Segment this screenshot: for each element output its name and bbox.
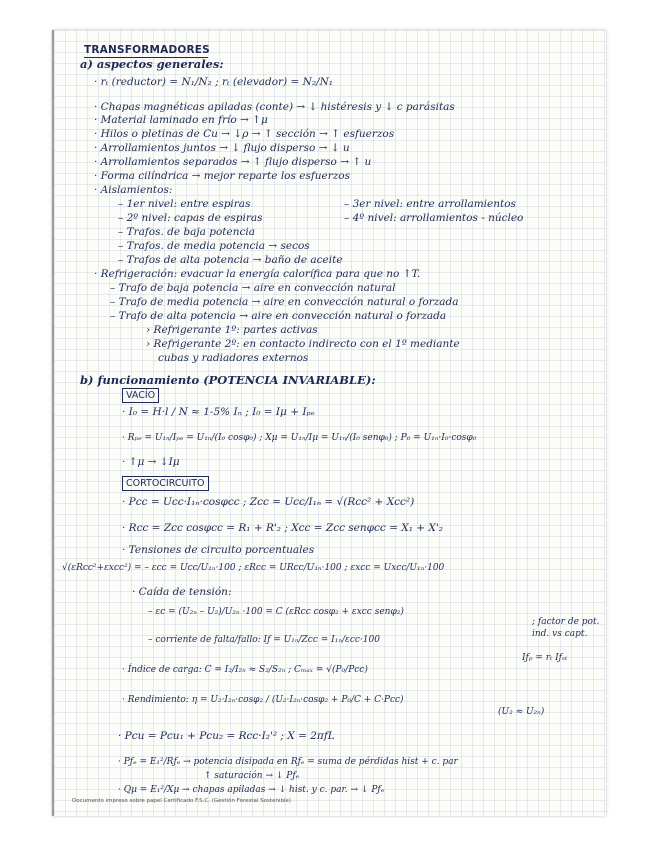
note-line: · Rendimiento: η = U₂·I₂ₙ·cosφ₂ / (U₂·I₂ₙ·cosφ₂ + P₀/C + C·Pcc) — [122, 695, 404, 705]
note-line: – 3er nivel: entre arrollamientos — [344, 198, 516, 210]
note-line: – 1er nivel: entre espiras — [118, 198, 251, 210]
note-line: · I₀ = H·l / N ≈ 1-5% Iₙ ; I₀ = Iμ + Iₚₑ — [122, 406, 315, 418]
note-line: – εc = (U₂ₙ – U₂)/U₂ₙ ·100 = C (εRcc cosφ₂ + εxcc senφ₂) — [148, 607, 404, 617]
section-a-heading: a) aspectos generales: — [80, 57, 224, 71]
note-line: · Caída de tensión: — [132, 586, 232, 598]
note-line: · Chapas magnéticas apiladas (conte) → ↓ histéresis y ↓ c parásitas — [94, 101, 455, 113]
note-line: · Índice de carga: C = I₂/I₂ₙ ≈ S₂/S₂ₙ ; Cₘₐₓ = √(P₀/Pcc) — [122, 665, 368, 675]
note-line: · Hilos o pletinas de Cu → ↓ρ → ↑ sección → ↑ esfuerzos — [94, 128, 395, 140]
note-line: – Trafo de baja potencia → aire en convección natural — [110, 282, 396, 294]
note-line: – Trafos. de media potencia → secos — [118, 240, 310, 252]
note-line: ↑ saturación → ↓ Pƒₑ — [204, 771, 300, 781]
note-line: · Pƒₑ = E₁²/Rƒₑ → potencia disipada en Rƒₑ = suma de pérdidas hist + c. par — [118, 757, 458, 767]
side-note: ind. vs capt. — [532, 629, 588, 639]
note-line: · Arrollamientos separados → ↑ flujo disperso → ↑ u — [94, 156, 372, 168]
note-line: · Tensiones de circuito porcentuales — [122, 544, 315, 556]
notebook-page — [52, 30, 606, 816]
note-line: · Rcc = Zcc cosφcc = R₁ + R'₂ ; Xcc = Zcc senφcc = X₁ + X'₂ — [122, 522, 443, 534]
note-line: – 4º nivel: arrollamientos - núcleo — [344, 212, 524, 224]
note-line: · Pcu = Pcu₁ + Pcu₂ = Rcc·I₂'² ; X = 2πfL — [118, 730, 335, 742]
cortocircuito-label: CORTOCIRCUITO — [122, 476, 209, 491]
note-line: · Material laminado en frío → ↑μ — [94, 114, 268, 126]
note-line: – Trafo de media potencia → aire en convección natural o forzada — [110, 296, 459, 308]
note-line: · Pcc = Ucc·I₁ₙ·cosφcc ; Zcc = Ucc/I₁ₙ = √(Rcc² + Xcc²) — [122, 496, 415, 508]
note-line: √(εRcc²+εxcc²) = – εcc = Ucc/U₁ₙ·100 ; εRcc = URcc/U₁ₙ·100 ; εxcc = Uxcc/U₁ₙ·100 — [62, 563, 445, 573]
note-line: – 2º nivel: capas de espiras — [118, 212, 263, 224]
side-note: Iƒₚ = rₜ Iƒₛₜ — [522, 653, 568, 663]
note-line: · Arrollamientos juntos → ↓ flujo disperso → ↓ u — [94, 142, 350, 154]
note-line: › Refrigerante 2º: en contacto indirecto con el 1º mediante — [146, 338, 460, 350]
note-line: – Trafos. de baja potencia — [118, 226, 255, 238]
note-line: · Aislamientos: — [94, 184, 173, 196]
section-b-heading: b) funcionamiento (POTENCIA INVARIABLE): — [80, 373, 376, 387]
note-line: · Qμ = E₁²/Xμ → chapas apiladas → ↓ hist. y c. par. → ↓ Pƒₑ — [118, 785, 385, 795]
note-line: · Rₚₑ = U₁ₙ/Iₚₑ = U₁ₙ/(I₀ cosφ₀) ; Xμ = U₁ₙ/Iμ = U₁ₙ/(I₀ senφ₀) ; P₀ = U₁ₙ·I₀·cosφ₀ — [122, 433, 477, 443]
note-line: cubas y radiadores externos — [158, 352, 309, 364]
note-line: – corriente de falta/fallo: Iƒ = U₁ₙ/Zcc = I₁ₙ/εcc·100 — [148, 635, 380, 645]
side-note: ; factor de pot. — [532, 617, 600, 627]
page-title: TRANSFORMADORES — [84, 44, 210, 56]
vacio-label: VACÍO — [122, 388, 159, 403]
note-line: · Refrigeración: evacuar la energía calorífica para que no ↑T. — [94, 268, 421, 280]
note-line: – Trafo de alta potencia → aire en convección natural o forzada — [110, 310, 447, 322]
side-note: (U₂ ≈ U₂ₙ) — [498, 707, 545, 717]
note-line: · ↑μ → ↓Iμ — [122, 456, 180, 468]
paper-footer: Documento impreso sobre papel Certificado F.S.C. (Gestión Forestal Sostenible) — [72, 798, 292, 804]
note-line: – Trafos de alta potencia → baño de aceite — [118, 254, 343, 266]
note-line: › Refrigerante 1º: partes activas — [146, 324, 318, 336]
note-line: · rₜ (reductor) = N₁/N₂ ; rₜ (elevador) = N₂/N₁ — [94, 76, 333, 88]
note-line: · Forma cilíndrica → mejor reparte los esfuerzos — [94, 170, 350, 182]
